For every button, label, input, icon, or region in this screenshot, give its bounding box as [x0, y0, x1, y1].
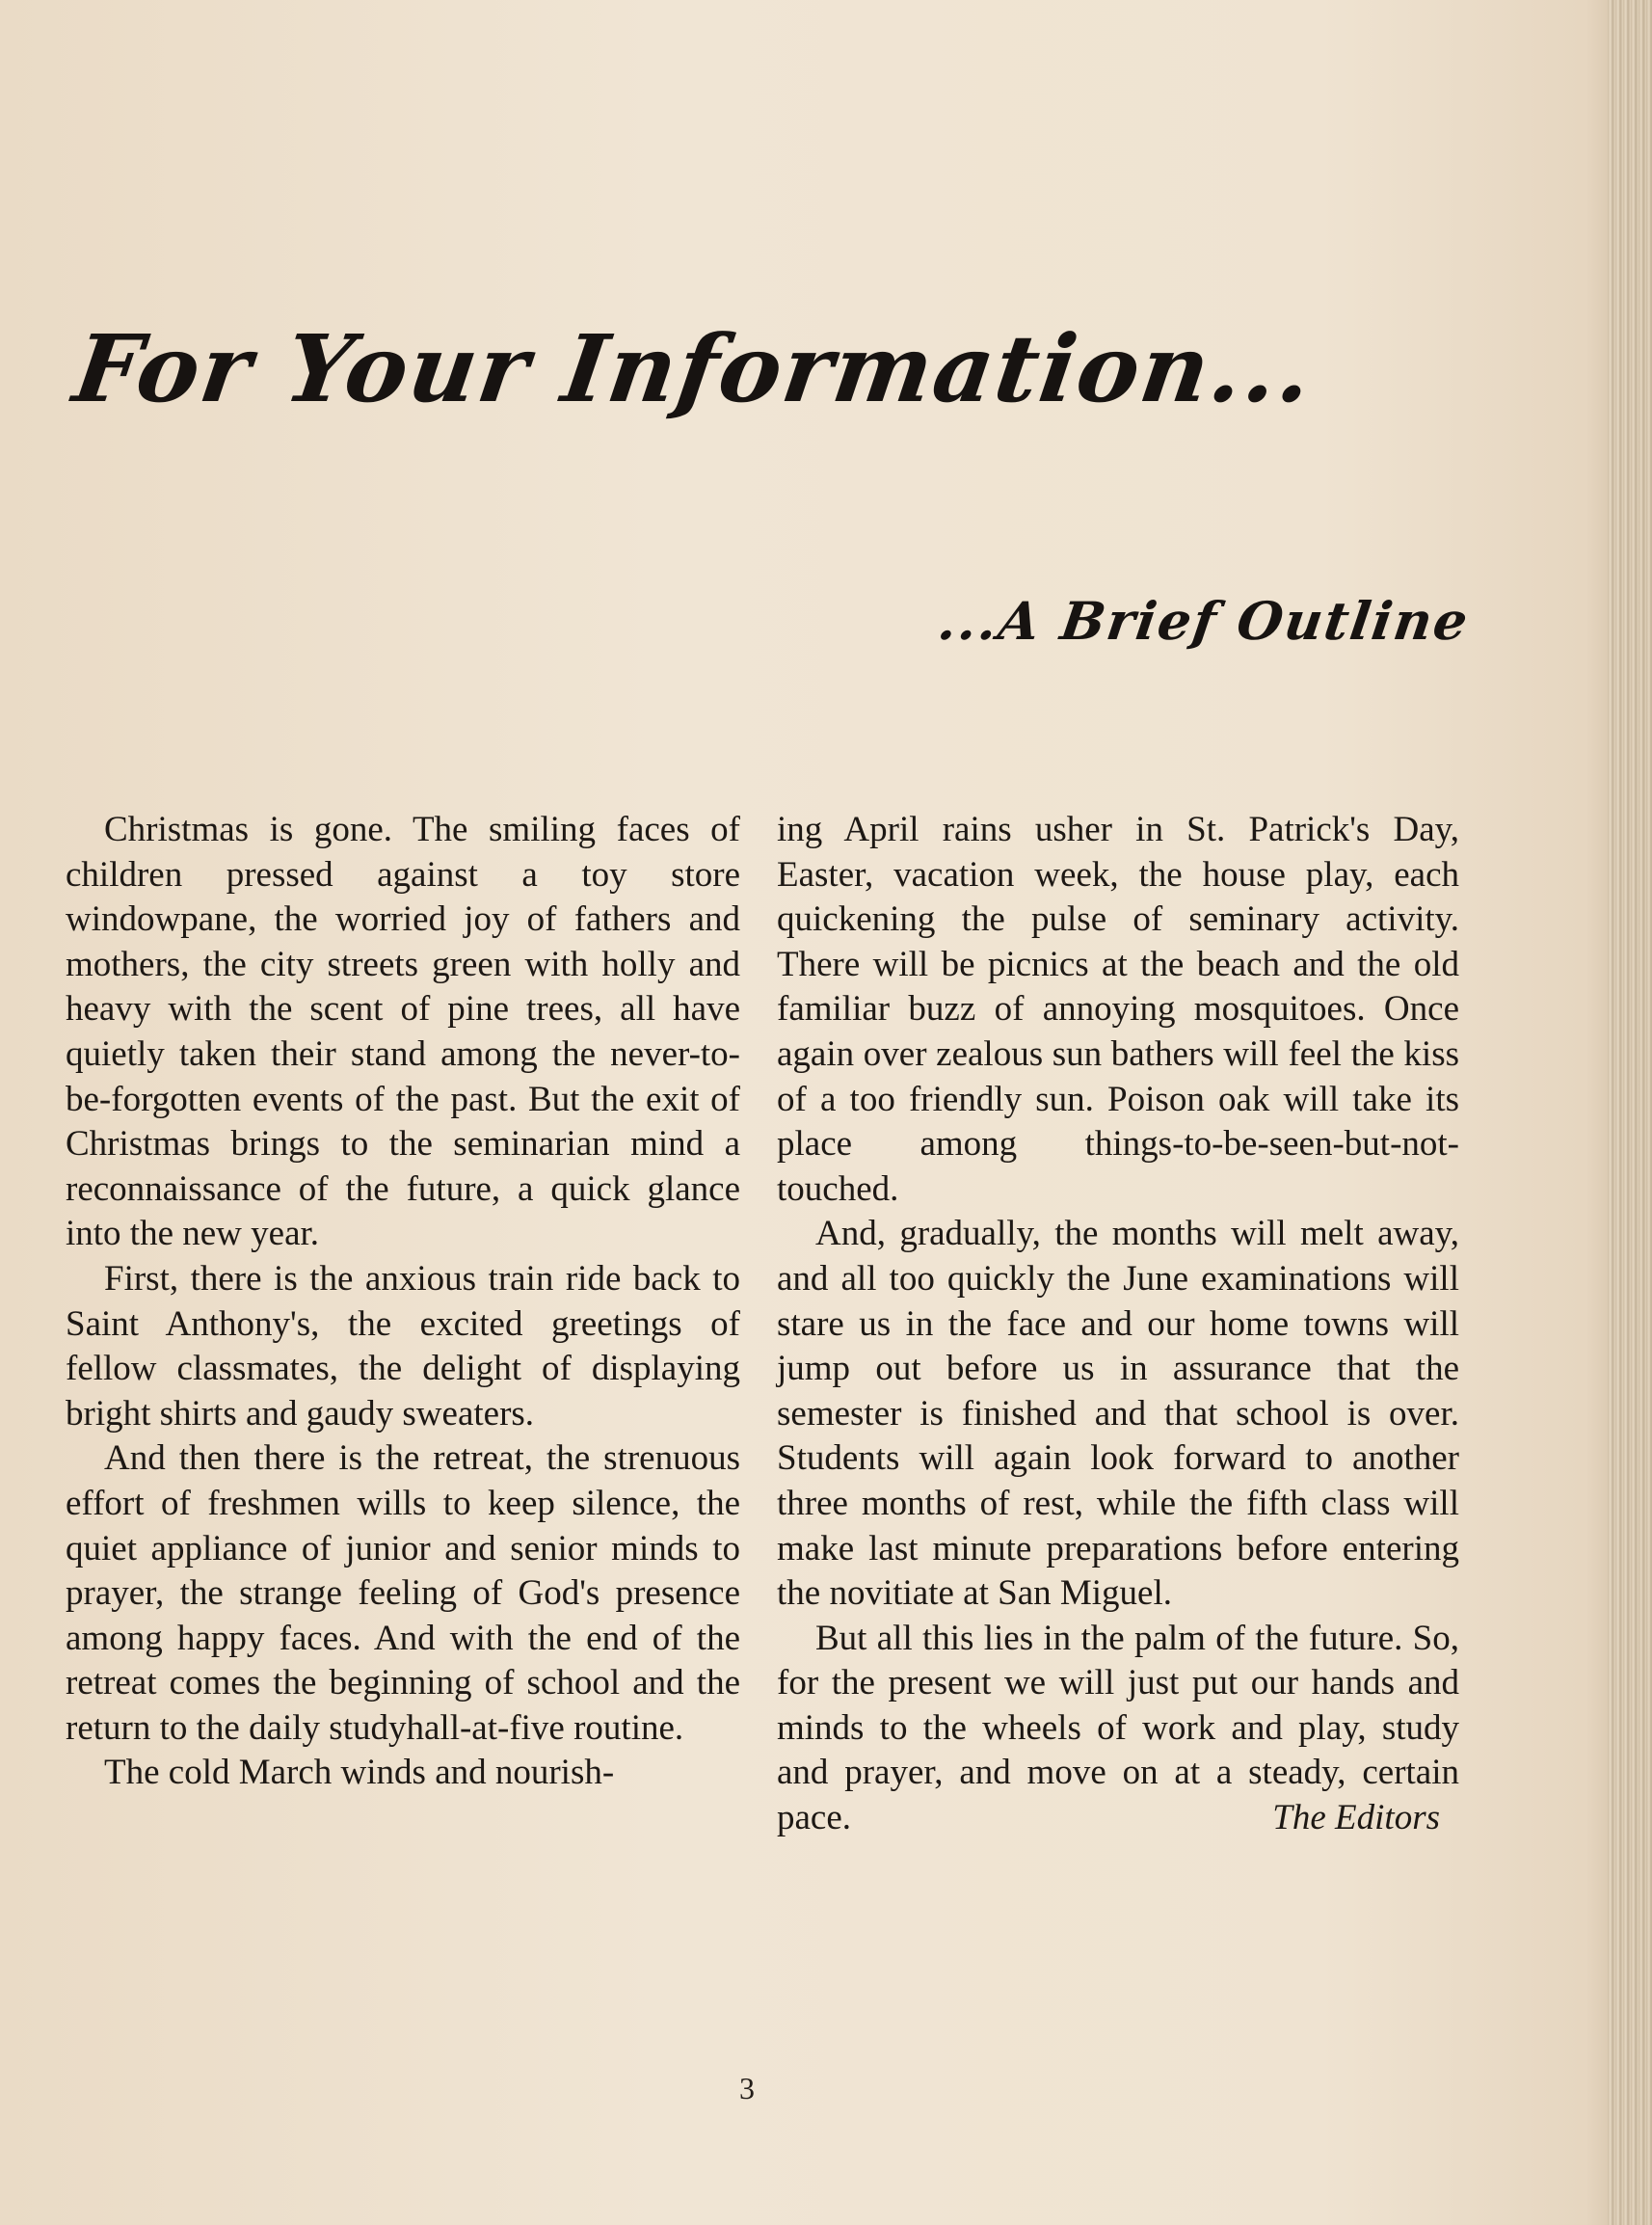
closing-paragraph-text: But all this lies in the palm of the future. So, for the present we will just put our hands and minds to the wheels of work and play, study and prayer, and move on at a steady, certain pace.	[777, 1618, 1459, 1838]
signature: The Editors	[1272, 1798, 1440, 1838]
paragraph: Christmas is gone. The smiling faces of children pressed against a toy store windowpane, the worried joy of fathers and mothers, the city streets green with holly and heavy with the scent of pine trees, all have quietly taken their stand among the never-to-be-forgotten events of the past. But the exit of Christmas brings to the seminarian mind a reconnaissance of the future, a quick glance into the new year.	[66, 810, 740, 1254]
page-number: 3	[739, 2071, 755, 2105]
paragraph: First, there is the anxious train ride back to Saint Anthony's, the excited greetings of fellow classmates, the delight of displaying bright shirts and gaudy sweaters.	[66, 1258, 740, 1434]
paragraph	[777, 1617, 1459, 1841]
page-edge	[1608, 0, 1652, 2225]
paragraph: And, gradually, the months will melt away, and all too quickly the June examinations will stare us in the face and our home towns will jump out before us in assurance that the semester is finished and that school is over. Students will again look forward to another three months of rest, while the fifth class will make last minute preparations before entering the novitiate at San Miguel.	[777, 1214, 1459, 1614]
article-subtitle: ...A Brief Outline	[934, 590, 1474, 652]
paragraph: The cold March winds and nourish-	[104, 1753, 615, 1793]
left-column	[66, 808, 740, 1796]
paragraph: ing April rains usher in St. Patrick's Day, Easter, vacation week, the house play, each quickening the pulse of seminary activity. There will be picnics at the beach and the old familiar buzz of annoying mosquitoes. Once again over zealous sun bathers will feel the kiss of a too friendly sun. Poison oak will take its place among things-to-be-seen-but-not-touched.	[777, 810, 1459, 1209]
article-title: For Your Information...	[67, 314, 1321, 424]
right-column	[777, 808, 1459, 1841]
paragraph: And then there is the retreat, the strenuous effort of freshmen wills to keep silence, the quiet appliance of junior and senior minds to prayer, the strange feeling of God's presence among happy faces. And with the end of the retreat comes the beginning of school and the return to the daily studyhall-at-five routine.	[66, 1438, 740, 1748]
